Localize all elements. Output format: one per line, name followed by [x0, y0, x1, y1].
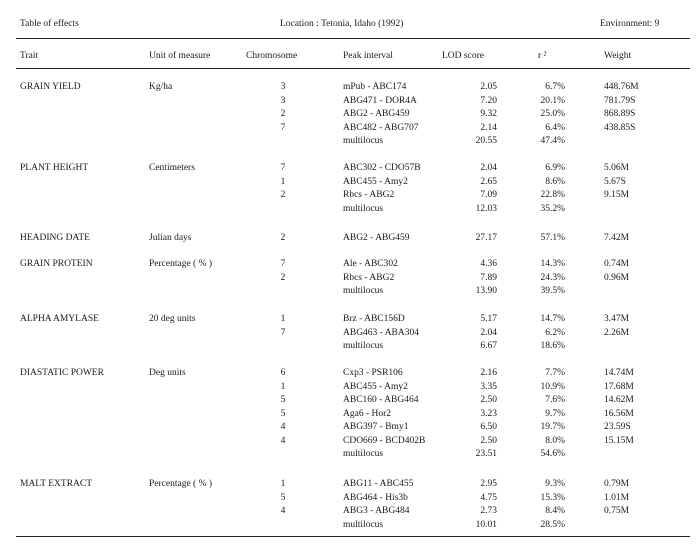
weight-cell: 7.42M	[604, 233, 630, 243]
peak-interval-cell: multilocus	[343, 136, 384, 146]
r-squared-cell: 9.7%	[545, 408, 565, 419]
r-squared-cell: 6.9%	[545, 163, 565, 173]
weight-cell: 868.89S	[604, 109, 636, 119]
chromosome-cell: 6	[280, 368, 286, 378]
peak-interval-cell: Rbcs - ABG2	[343, 190, 395, 200]
r-squared-cell: 6.7%	[545, 82, 565, 92]
r-squared-cell: 8.4%	[545, 506, 565, 516]
peak-interval-cell: Brz - ABC156D	[343, 314, 405, 324]
chromosome-cell: 7	[280, 122, 286, 133]
lod-score-cell: 27.17	[475, 233, 497, 243]
r-squared-cell: 28.5%	[540, 519, 565, 530]
peak-interval-cell: ABG397 - Bmy1	[343, 422, 409, 432]
peak-interval-cell: ABG2 - ABG459	[343, 233, 410, 243]
peak-interval-cell: Rbcs - ABG2	[343, 272, 395, 283]
weight-cell: 23.59S	[604, 422, 631, 432]
table-title: Table of effects	[20, 19, 79, 29]
unit-of-measure: Percentage ( % )	[149, 479, 213, 489]
peak-interval-cell: ABC455 - Amy2	[343, 381, 408, 392]
weight-cell: 781.79S	[604, 95, 636, 106]
peak-interval-cell: multilocus	[343, 286, 384, 296]
r-squared-cell: 39.5%	[540, 286, 565, 296]
lod-score-cell: 3.23	[480, 408, 497, 419]
peak-interval-cell: ABG3 - ABG484	[343, 506, 410, 516]
peak-interval-cell: multilocus	[343, 341, 384, 351]
lod-score-cell: 2.65	[480, 176, 497, 187]
lod-score-cell: 6.50	[480, 422, 497, 432]
lod-score-cell: 2.73	[480, 506, 497, 516]
r-squared-cell: 54.6%	[540, 449, 565, 459]
r-squared-cell: 35.2%	[540, 203, 565, 214]
trait-name: ALPHA AMYLASE	[20, 314, 99, 324]
r-squared-cell: 6.2%	[545, 327, 565, 338]
unit-of-measure: Deg units	[149, 368, 186, 378]
peak-interval-cell: ABC455 - Amy2	[343, 176, 408, 187]
col-header-weight: Weight	[604, 51, 632, 61]
chromosome-cell: 7	[280, 259, 286, 269]
lod-score-cell: 5.17	[480, 314, 497, 324]
peak-interval-cell: multilocus	[343, 449, 384, 459]
r-squared-cell: 6.4%	[545, 122, 565, 133]
chromosome-cell: 4	[280, 506, 286, 516]
chromosome-cell: 5	[280, 492, 286, 503]
unit-of-measure: Julian days	[149, 233, 192, 243]
r-squared-cell: 15.3%	[540, 492, 565, 503]
lod-score-cell: 7.20	[480, 95, 497, 106]
col-header-r2: r ²	[538, 51, 547, 61]
lod-score-cell: 6.67	[480, 341, 497, 351]
lod-score-cell: 2.04	[480, 163, 497, 173]
chromosome-cell: 1	[280, 381, 286, 392]
weight-cell: 9.15M	[604, 190, 630, 200]
peak-interval-cell: ABG11 - ABC455	[343, 479, 414, 489]
r-squared-cell: 14.3%	[540, 259, 565, 269]
chromosome-cell: 5	[280, 408, 286, 419]
weight-cell: 438.85S	[604, 122, 636, 133]
lod-score-cell: 2.14	[480, 122, 497, 133]
col-header-lod: LOD score	[442, 51, 484, 61]
header-rule	[16, 68, 690, 69]
peak-interval-cell: CDO669 - BCD402B	[343, 435, 426, 446]
r-squared-cell: 47.4%	[540, 136, 565, 146]
lod-score-cell: 2.95	[480, 479, 497, 489]
lod-score-cell: 2.50	[480, 395, 497, 405]
lod-score-cell: 7.09	[480, 190, 497, 200]
trait-name: DIASTATIC POWER	[20, 368, 104, 378]
weight-cell: 14.74M	[604, 368, 634, 378]
chromosome-cell: 7	[280, 163, 286, 173]
weight-cell: 5.06M	[604, 163, 630, 173]
weight-cell: 16.56M	[604, 408, 634, 419]
peak-interval-cell: Ale - ABC302	[343, 259, 398, 269]
lod-score-cell: 10.01	[475, 519, 497, 530]
lod-score-cell: 4.75	[480, 492, 497, 503]
peak-interval-cell: ABG463 - ABA304	[343, 327, 420, 338]
lod-score-cell: 2.04	[480, 327, 497, 338]
weight-cell: 17.68M	[604, 381, 634, 392]
peak-interval-cell: ABC160 - ABG464	[343, 395, 419, 405]
unit-of-measure: Percentage ( % )	[149, 259, 213, 269]
bottom-rule	[16, 536, 690, 537]
lod-score-cell: 7.89	[480, 272, 497, 283]
r-squared-cell: 8.0%	[545, 435, 565, 446]
peak-interval-cell: ABC482 - ABG707	[343, 122, 419, 133]
unit-of-measure: 20 deg units	[149, 314, 196, 324]
chromosome-cell: 3	[280, 82, 286, 92]
lod-score-cell: 2.05	[480, 82, 497, 92]
weight-cell: 2.26M	[604, 327, 630, 338]
weight-cell: 0.79M	[604, 479, 630, 489]
col-header-unit: Unit of measure	[149, 51, 211, 61]
col-header-trait: Trait	[20, 51, 39, 61]
weight-cell: 0.74M	[604, 259, 630, 269]
chromosome-cell: 7	[280, 327, 286, 338]
weight-cell: 3.47M	[604, 314, 630, 324]
trait-name: PLANT HEIGHT	[20, 163, 89, 173]
chromosome-cell: 3	[280, 95, 286, 106]
r-squared-cell: 25.0%	[540, 109, 565, 119]
r-squared-cell: 18.6%	[540, 341, 565, 351]
peak-interval-cell: Aga6 - Hor2	[343, 408, 392, 419]
lod-score-cell: 12.03	[475, 203, 497, 214]
trait-name: GRAIN PROTEIN	[20, 259, 93, 269]
r-squared-cell: 57.1%	[540, 233, 565, 243]
col-header-chromosome: Chromosome	[246, 51, 298, 61]
trait-name: HEADING DATE	[20, 233, 90, 243]
r-squared-cell: 7.6%	[545, 395, 565, 405]
col-header-peak: Peak interval	[343, 51, 393, 61]
r-squared-cell: 8.6%	[545, 176, 565, 187]
chromosome-cell: 1	[280, 314, 286, 324]
chromosome-cell: 2	[280, 233, 286, 243]
weight-cell: 15.15M	[604, 435, 634, 446]
lod-score-cell: 3.35	[480, 381, 497, 392]
chromosome-cell: 5	[280, 395, 286, 405]
peak-interval-cell: multilocus	[343, 203, 384, 214]
r-squared-cell: 7.7%	[545, 368, 565, 378]
lod-score-cell: 2.16	[480, 368, 497, 378]
chromosome-cell: 2	[280, 272, 286, 283]
weight-cell: 0.75M	[604, 506, 630, 516]
peak-interval-cell: ABG471 - DOR4A	[343, 95, 417, 106]
lod-score-cell: 2.50	[480, 435, 497, 446]
peak-interval-cell: Cxp3 - PSR106	[343, 368, 403, 378]
chromosome-cell: 2	[280, 190, 286, 200]
unit-of-measure: Centimeters	[149, 163, 195, 173]
trait-name: MALT EXTRACT	[20, 479, 93, 489]
peak-interval-cell: ABG2 - ABG459	[343, 109, 410, 119]
peak-interval-cell: mPub - ABC174	[343, 82, 407, 92]
top-rule	[16, 38, 690, 39]
r-squared-cell: 20.1%	[540, 95, 565, 106]
r-squared-cell: 24.3%	[540, 272, 565, 283]
unit-of-measure: Kg/ha	[149, 82, 173, 92]
lod-score-cell: 23.51	[475, 449, 497, 459]
weight-cell: 5.67S	[604, 176, 626, 187]
r-squared-cell: 14.7%	[540, 314, 565, 324]
chromosome-cell: 1	[280, 176, 286, 187]
environment-label: Environment: 9	[600, 19, 660, 29]
weight-cell: 1.01M	[604, 492, 630, 503]
r-squared-cell: 22.8%	[540, 190, 565, 200]
lod-score-cell: 9.32	[480, 109, 497, 119]
lod-score-cell: 13.90	[475, 286, 497, 296]
chromosome-cell: 1	[280, 479, 286, 489]
peak-interval-cell: ABC302 - CDO57B	[343, 163, 421, 173]
weight-cell: 14.62M	[604, 395, 634, 405]
lod-score-cell: 4.36	[480, 259, 497, 269]
peak-interval-cell: ABG464 - His3b	[343, 492, 408, 503]
r-squared-cell: 19.7%	[540, 422, 565, 432]
r-squared-cell: 9.3%	[545, 479, 565, 489]
lod-score-cell: 20.55	[475, 136, 497, 146]
trait-name: GRAIN YIELD	[20, 82, 81, 92]
chromosome-cell: 4	[280, 435, 286, 446]
r-squared-cell: 10.9%	[540, 381, 565, 392]
chromosome-cell: 4	[280, 422, 286, 432]
weight-cell: 448.76M	[604, 82, 639, 92]
weight-cell: 0.96M	[604, 272, 630, 283]
peak-interval-cell: multilocus	[343, 519, 384, 530]
location-label: Location : Tetonia, Idaho (1992)	[280, 19, 404, 29]
chromosome-cell: 2	[280, 109, 286, 119]
